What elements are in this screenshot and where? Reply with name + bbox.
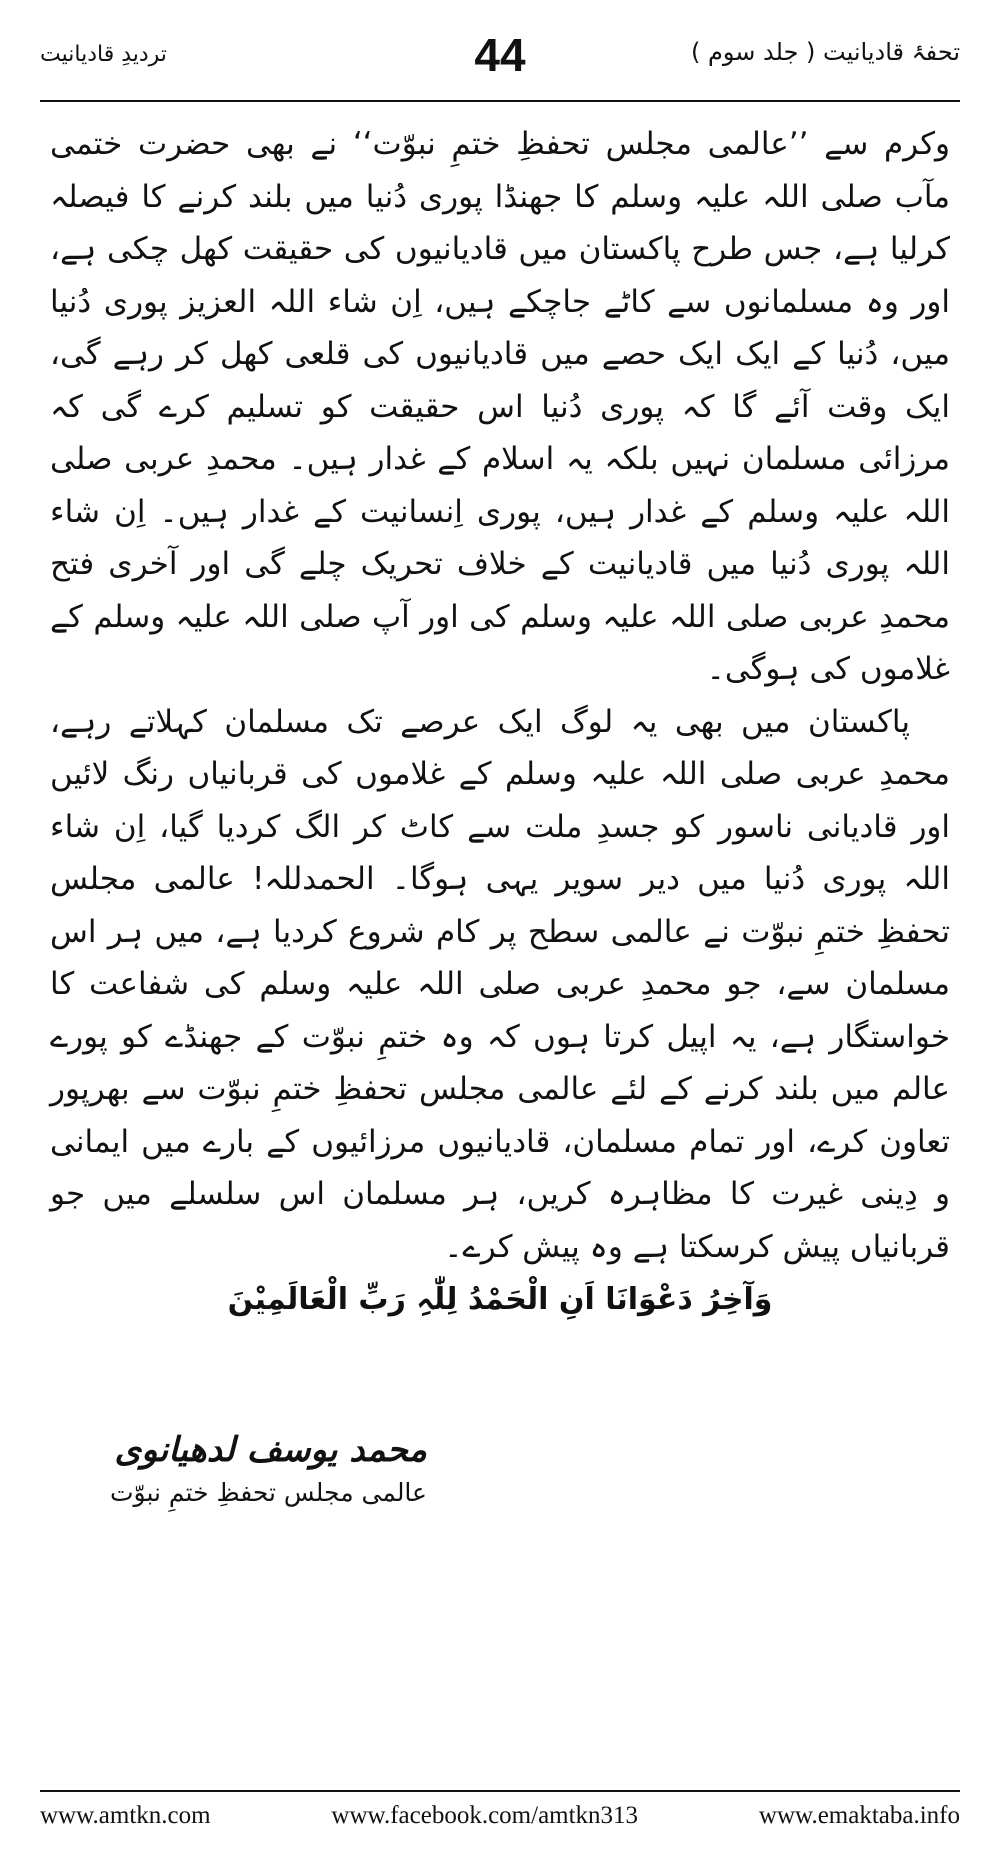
- signature-name: محمد یوسف لدھیانوی: [114, 1430, 427, 1470]
- page-header: [40, 28, 960, 98]
- signature-organization: عالمی مجلس تحفظِ ختمِ نبوّت: [110, 1478, 427, 1507]
- page-footer: [40, 1802, 960, 1830]
- page-number: 44: [474, 29, 526, 81]
- paragraph-1: وکرم سے ’’عالمی مجلس تحفظِ ختمِ نبوّت‘‘ نے بھی حضرت ختمی مآب صلی اللہ علیہ وسلم کا جھنڈا پوری دُنیا میں بلند کرنے کا فیصلہ کرلیا ہے، جس طرح پاکستان میں قادیانیوں کی حقیقت کھل چکی ہے، اور وہ مسلمانوں سے کاٹے جاچکے ہیں، اِن شاء اللہ العزیز پوری دُنیا میں، دُنیا کے ایک ایک حصے میں قادیانیوں کی قلعی کھل کر رہے گی، ایک وقت آئے گا کہ پوری دُنیا اس حقیقت کو تسلیم کرے گی کہ مرزائی مسلمان نہیں بلکہ یہ اسلام کے غدار ہیں۔ محمدِ عربی صلی اللہ علیہ وسلم کے غدار ہیں، پوری اِنسانیت کے غدار ہیں۔ اِن شاء اللہ پوری دُنیا میں قادیانیت کے خلاف تحریک چلے گی اور آخری فتح محمدِ عربی صلی اللہ علیہ وسلم کی اور آپ صلی اللہ علیہ وسلم کے غلاموں کی ہوگی۔: [50, 126, 950, 687]
- paragraph-2: پاکستان میں بھی یہ لوگ ایک عرصے تک مسلمان کہلاتے رہے، محمدِ عربی صلی اللہ علیہ وسلم کے غلاموں کی قربانیاں رنگ لائیں اور قادیانی ناسور کو جسدِ ملت سے کاٹ کر الگ کردیا گیا، اِن شاء اللہ پوری دُنیا میں دیر سویر یہی ہوگا۔ الحمدللہ! عالمی مجلس تحفظِ ختمِ نبوّت نے عالمی سطح پر کام شروع کردیا ہے، میں ہر اس مسلمان سے، جو محمدِ عربی صلی اللہ علیہ وسلم کی شفاعت کا خواستگار ہے، یہ اپیل کرتا ہوں کہ وہ ختمِ نبوّت کے جھنڈے کو پورے عالم میں بلند کرنے کے لئے عالمی مجلس تحفظِ ختمِ نبوّت سے بھرپور تعاون کرے، اور تمام مسلمان، قادیانیوں مرزائیوں کے بارے میں ایمانی و دِینی غیرت کا مظاہرہ کریں، ہر مسلمان اس سلسلے میں جو قربانیاں پیش کرسکتا ہے وہ پیش کرے۔: [50, 703, 950, 1265]
- signature-block: [110, 1430, 427, 1507]
- footer-link-emaktaba[interactable]: www.emaktaba.info: [758, 1802, 960, 1829]
- body-text: [50, 118, 950, 1273]
- book-title: تحفۂ قادیانیت ( جلد سوم ): [691, 38, 960, 66]
- closing-dua: وَآخِرُ دَعْوَانَا اَنِ الْحَمْدُ لِلّٰہِ رَبِّ الْعَالَمِیْنَ: [227, 1282, 773, 1317]
- header-divider: [40, 100, 960, 102]
- footer-link-amtkn[interactable]: www.amtkn.com: [40, 1802, 211, 1829]
- section-title: تردیدِ قادیانیت: [40, 42, 167, 67]
- footer-divider: [40, 1790, 960, 1792]
- footer-link-facebook[interactable]: www.facebook.com/amtkn313: [331, 1802, 639, 1829]
